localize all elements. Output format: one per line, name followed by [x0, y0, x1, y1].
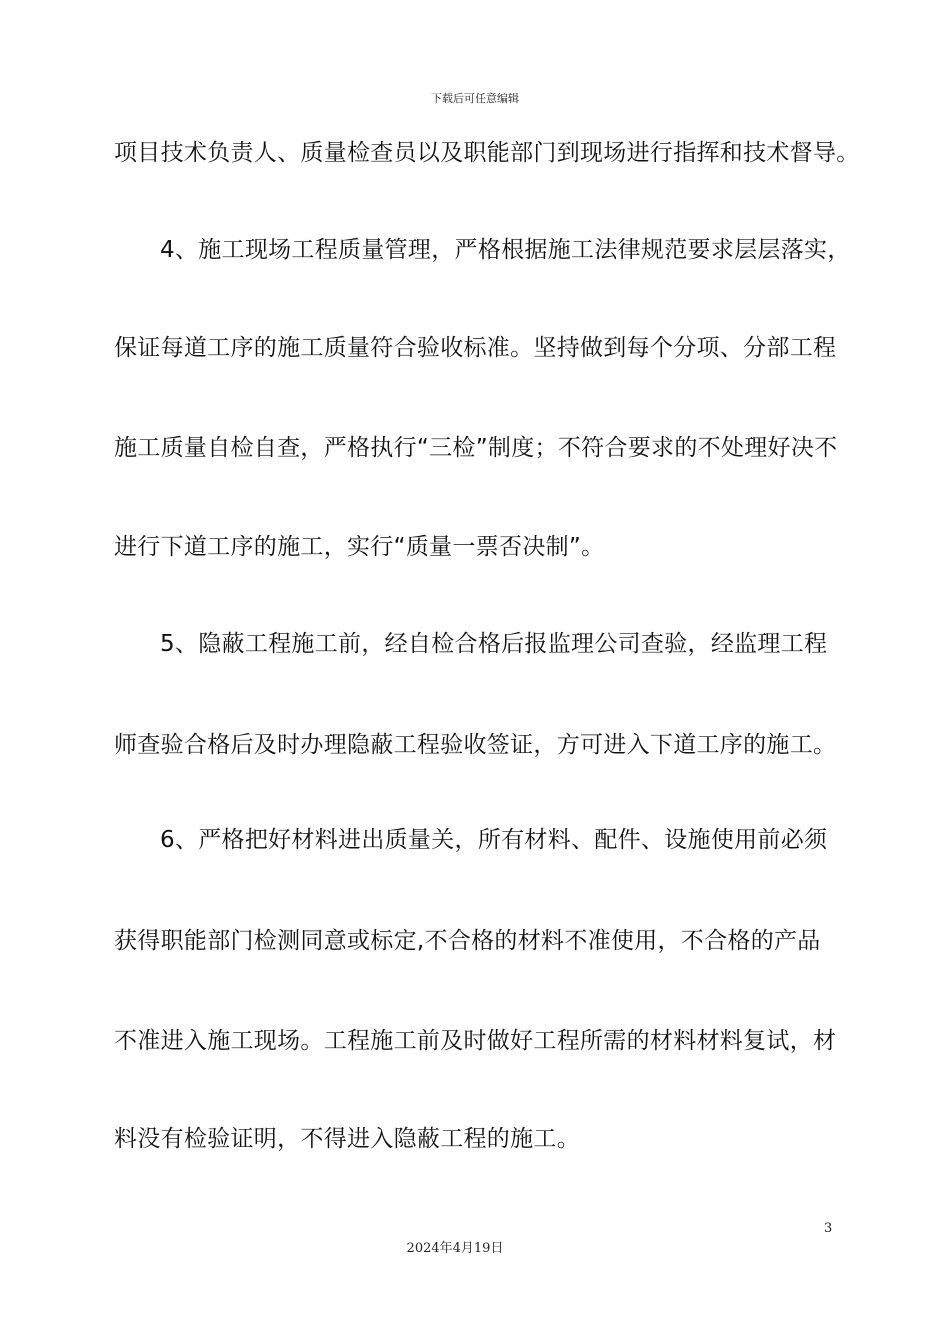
- text-line: 6、严格把好材料进出质量关，所有材料、配件、设施使用前必须: [160, 827, 828, 853]
- text-line: 施工质量自检自查，严格执行“三检”制度；不符合要求的不处理好决不: [114, 435, 838, 461]
- page-header: 下载后可任意编辑: [431, 92, 519, 105]
- footer-date: 2024年4月19日: [406, 1241, 504, 1256]
- text-line: 5、隐蔽工程施工前，经自检合格后报监理公司查验，经监理工程: [160, 631, 828, 657]
- text-line: 进行下道工序的施工，实行“质量一票否决制”。: [114, 534, 605, 560]
- page-number: 3: [824, 1221, 833, 1236]
- text-line: 保证每道工序的施工质量符合验收标准。坚持做到每个分项、分部工程: [114, 335, 837, 361]
- text-line: 4、施工现场工程质量管理，严格根据施工法律规范要求层层落实，: [160, 237, 851, 263]
- text-line: 获得职能部门检测同意或标定,不合格的材料不准使用，不合格的产品: [114, 928, 821, 954]
- text-line: 不准进入施工现场。工程施工前及时做好工程所需的材料材料复试，材: [114, 1028, 837, 1054]
- text-line: 师查验合格后及时办理隐蔽工程验收签证，方可进入下道工序的施工。: [114, 732, 837, 758]
- text-line: 项目技术负责人、质量检查员以及职能部门到现场进行指挥和技术督导。: [114, 140, 860, 166]
- text-line: 料没有检验证明，不得进入隐蔽工程的施工。: [114, 1126, 580, 1152]
